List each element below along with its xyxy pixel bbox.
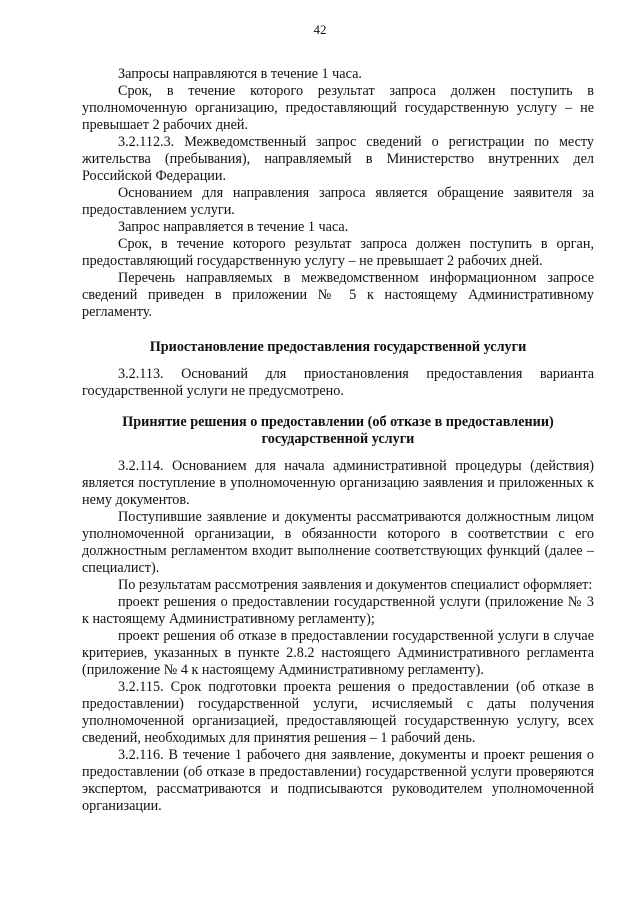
paragraph: 3.2.115. Срок подготовки проекта решения о предоставлении (об отказе в предоставлении) государственной услуги, исчисляемый с даты получения уполномоченной организацией, предоставляющей государственную услугу, всех сведений, необходимых для принятия решения – 1 рабочий день. bbox=[82, 679, 594, 746]
paragraph: 3.2.112.3. Межведомственный запрос сведений о регистрации по месту жительства (пребывания), направляемый в Министерство внутренних дел Российской Федерации. bbox=[82, 134, 594, 184]
paragraph: Поступившие заявление и документы рассматриваются должностным лицом уполномоченной организации, в обязанности которого в соответствии с его должностным регламентом входит выполнение соответствующих функций (далее – специалист). bbox=[82, 509, 594, 576]
paragraph: 3.2.116. В течение 1 рабочего дня заявление, документы и проект решения о предоставлении (об отказе в предоставлении) государственной услуги проверяются экспертом, рассматриваются и подписываются руководителем уполномоченной организации. bbox=[82, 747, 594, 814]
paragraph: проект решения о предоставлении государственной услуги (приложение № 3 к настоящему Административному регламенту); bbox=[82, 594, 594, 627]
section-heading-suspension: Приостановление предоставления государственной услуги bbox=[149, 339, 527, 355]
paragraph: 3.2.114. Основанием для начала административной процедуры (действия) является поступление в уполномоченную организацию заявления и приложенных к нему документов. bbox=[82, 458, 594, 508]
paragraph: Срок, в течение которого результат запроса должен поступить в орган, предоставляющий государственную услугу – не превышает 2 рабочих дней. bbox=[82, 236, 594, 269]
paragraph: 3.2.113. Оснований для приостановления предоставления варианта государственной услуги не предусмотрено. bbox=[82, 366, 594, 399]
page-content bbox=[82, 66, 594, 815]
paragraph: Основанием для направления запроса является обращение заявителя за предоставлением услуги. bbox=[82, 185, 594, 218]
paragraph: проект решения об отказе в предоставлении государственной услуги в случае критериев, указанных в пункте 2.8.2 настоящего Административного регламента (приложение № 4 к настоящему Административному регламенту). bbox=[82, 628, 594, 678]
paragraph: Срок, в течение которого результат запроса должен поступить в уполномоченную организацию, предоставляющий государственную услугу – не превышает 2 рабочих дней. bbox=[82, 83, 594, 133]
paragraph: Запрос направляется в течение 1 часа. bbox=[118, 219, 349, 235]
paragraph: Перечень направляемых в межведомственном информационном запросе сведений приведен в приложении № 5 к настоящему Административному регламенту. bbox=[82, 270, 594, 320]
paragraph: Запросы направляются в течение 1 часа. bbox=[118, 66, 362, 82]
page-number: 42 bbox=[313, 22, 327, 37]
paragraph: По результатам рассмотрения заявления и документов специалист оформляет: bbox=[118, 577, 593, 593]
section-heading-decision: Принятие решения о предоставлении (об отказе в предоставлении) государственной услуги bbox=[122, 414, 554, 447]
